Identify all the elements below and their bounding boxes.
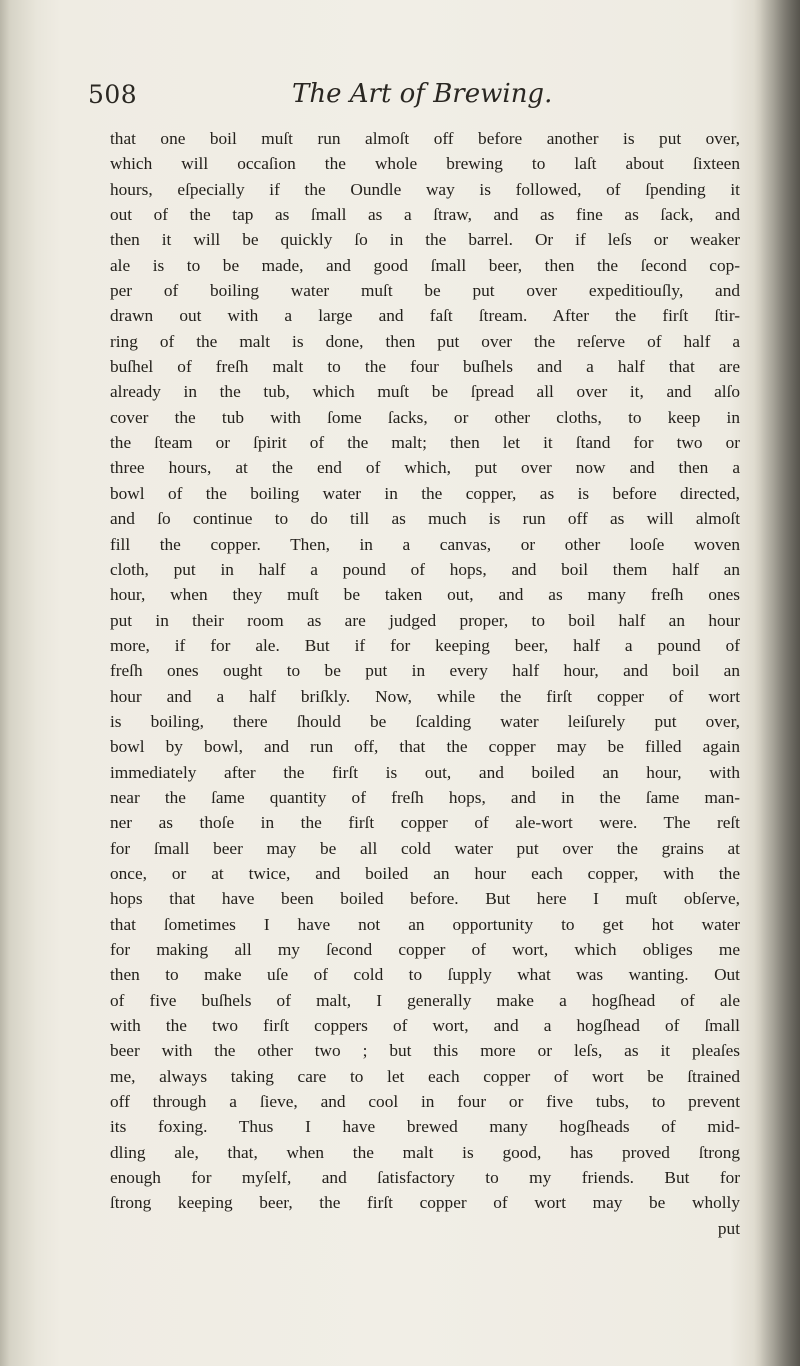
text-line: cover the tub with ſome ſacks, or other cloths, to keep in [110, 407, 740, 427]
text-line: and ſo continue to do till as much is run off as will almoſt [110, 509, 740, 529]
text-line: hours, eſpecially if the Oundle way is followed, of ſpending it [110, 179, 740, 199]
text-line: hour, when they muſt be taken out, and as many freſh ones [110, 585, 740, 605]
text-line: hops that have been boiled before. But here I muſt obſerve, [110, 889, 740, 909]
text-line: more, if for ale. But if for keeping beer, half a pound of [110, 635, 740, 655]
text-line: per of boiling water muſt be put over expeditiouſly, and [110, 281, 740, 301]
text-line: ring of the malt is done, then put over the reſerve of half a [110, 331, 740, 351]
text-line: ale is to be made, and good ſmall beer, then the ſecond cop- [110, 255, 740, 275]
text-line: me, always taking care to let each copper of wort be ſtrained [110, 1066, 740, 1086]
text-line: ner as thoſe in the firſt copper of ale-wort were. The reſt [110, 813, 740, 833]
running-head: The Art of Brewing. [292, 79, 553, 109]
text-line: is boiling, there ſhould be ſcalding water leiſurely put over, [110, 711, 740, 731]
text-line: bowl of the boiling water in the copper, as is before directed, [110, 483, 740, 503]
text-line: then it will be quickly ſo in the barrel. Or if leſs or weaker [110, 230, 740, 250]
text-line: dling ale, that, when the malt is good, has proved ſtrong [110, 1142, 740, 1162]
text-line: already in the tub, which muſt be ſpread all over it, and alſo [110, 382, 740, 402]
text-line: drawn out with a large and faſt ſtream. After the firſt ſtir- [110, 306, 740, 326]
text-line: ſtrong keeping beer, the firſt copper of wort may be wholly [110, 1193, 740, 1213]
text-line: put in their room as are judged proper, to boil half an hour [110, 610, 740, 630]
text-line: that ſometimes I have not an opportunity to get hot water [110, 914, 740, 934]
text-line: once, or at twice, and boiled an hour each copper, with the [110, 863, 740, 883]
text-line: buſhel of freſh malt to the four buſhels and a half that are [110, 357, 740, 377]
text-line: enough for myſelf, and ſatisfactory to my friends. But for [110, 1168, 740, 1188]
text-line: beer with the other two ; but this more or leſs, as it pleaſes [110, 1041, 740, 1061]
text-line: the ſteam or ſpirit of the malt; then let it ſtand for two or [110, 433, 740, 453]
text-line: its foxing. Thus I have brewed many hogſheads of mid- [110, 1117, 740, 1137]
text-line: that one boil muſt run almoſt off before another is put over, [110, 129, 740, 148]
page-binding-shadow [0, 0, 36, 1366]
text-line: three hours, at the end of which, put over now and then a [110, 458, 740, 478]
text-line: cloth, put in half a pound of hops, and boil them half an [110, 559, 740, 579]
text-line: immediately after the firſt is out, and boiled an hour, with [110, 762, 740, 782]
text-line: hour and a half briſkly. Now, while the firſt copper of wort [110, 686, 740, 706]
text-line: for ſmall beer may be all cold water put over the grains at [110, 838, 740, 858]
text-line: fill the copper. Then, in a canvas, or other looſe woven [110, 534, 740, 554]
body-text [110, 126, 740, 1241]
text-line: out of the tap as ſmall as a ſtraw, and as fine as ſack, and [110, 205, 740, 225]
text-line: then to make uſe of cold to ſupply what was wanting. Out [110, 965, 740, 985]
page-header [88, 80, 728, 120]
text-line: near the ſame quantity of freſh hops, and in the ſame man- [110, 787, 740, 807]
text-line: freſh ones ought to be put in every half hour, and boil an [110, 661, 740, 681]
page-number: 508 [88, 80, 138, 109]
text-line: bowl by bowl, and run off, that the copper may be filled again [110, 737, 740, 757]
page-edge-shadow [754, 0, 800, 1366]
text-line: of five buſhels of malt, I generally make a hogſhead of ale [110, 990, 740, 1010]
text-line: with the two firſt coppers of wort, and a hogſhead of ſmall [110, 1016, 740, 1036]
text-line: for making all my ſecond copper of wort, which obliges me [110, 940, 740, 959]
text-line: which will occaſion the whole brewing to laſt about ſixteen [110, 154, 740, 174]
text-line: off through a ſieve, and cool in four or five tubs, to prevent [110, 1092, 740, 1112]
catchword: put [717, 1218, 740, 1238]
